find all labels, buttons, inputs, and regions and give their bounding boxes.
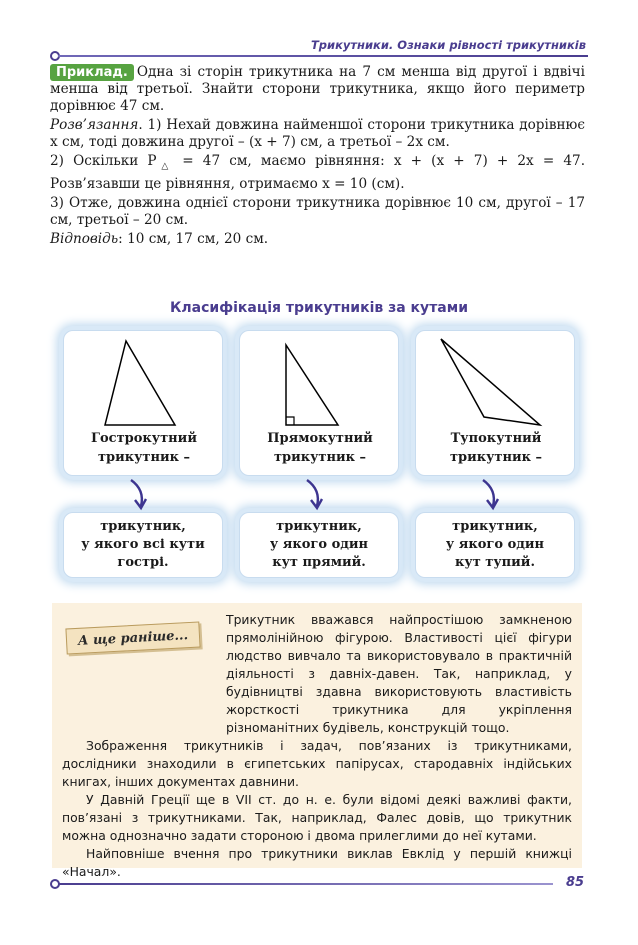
acute-caption-line-2: трикутник – <box>97 450 191 465</box>
acute-definition <box>81 518 205 572</box>
obtuse-def-line-3: кут тупий. <box>454 555 535 570</box>
history-text <box>62 611 572 881</box>
page-header <box>0 36 638 58</box>
solution-step-2 <box>50 153 585 193</box>
history-paragraph-3: У Давній Греції ще в VII ст. до н. е. були відомі деякі важливі факти, пов’язані з трикутниками. Так, наприклад, Фалес довів, що трикутник можна однозначно задати стороною і двома прилеглими до неї кутами. <box>62 792 572 843</box>
example-badge: Приклад. <box>50 64 134 81</box>
obtuse-def-line-1: трикутник, <box>452 519 538 534</box>
right-def-line-1: трикутник, <box>276 519 362 534</box>
obtuse-caption-line-2: трикутник – <box>449 450 543 465</box>
answer-text: : 10 см, 17 см, 20 см. <box>118 230 269 247</box>
obtuse-triangle-card <box>415 330 575 476</box>
right-definition-card <box>239 512 399 578</box>
history-paragraph-4: Найповніше вчення про трикутники виклав Евклід у першій книжці «Начал». <box>62 846 572 879</box>
example-problem <box>50 64 585 115</box>
solution-label: Розв’язання <box>50 117 139 133</box>
obtuse-def-line-2: у якого один <box>445 537 545 552</box>
acute-triangle-card <box>63 330 223 476</box>
history-badge: А ще раніше... <box>65 622 200 655</box>
classification-title: Класифікація трикутників за кутами <box>169 300 469 316</box>
example-problem-text: Одна зі сторін трикутника на 7 см менша від другої і вдвічі менша від третьої. Знайти сторони трикутника, якщо його периметр дорівнює 47 см. <box>50 64 585 114</box>
right-def-line-2: у якого один <box>269 537 369 552</box>
history-paragraph-2: Зображення трикутників і задач, пов’язаних із трикутниками, дослідники знаходили в єгипетських папірусах, стародавніх індійських книгах, інших документах давнини. <box>62 738 572 789</box>
right-caption-line-1: Прямокутний <box>267 431 373 446</box>
right-triangle-card <box>239 330 399 476</box>
header-rule <box>58 55 588 57</box>
acute-definition-card <box>63 512 223 578</box>
arrow-down-icon <box>301 478 331 512</box>
answer <box>50 231 585 248</box>
acute-def-line-1: трикутник, <box>100 519 186 534</box>
right-definition <box>270 518 368 572</box>
perimeter-subscript: △ <box>156 161 174 172</box>
obtuse-caption <box>416 429 576 467</box>
footer-rule <box>58 883 553 885</box>
arrow-down-icon <box>477 478 507 512</box>
obtuse-definition <box>446 518 544 572</box>
page-number: 85 <box>566 875 585 890</box>
chapter-title: Трикутники. Ознаки рівності трикутників <box>310 38 586 52</box>
solution-step-2-end: = 47 см, маємо рівняння: x + (x + 7) + 2x = 47. Розв’язавши це рівняння, отримаємо x = 10 (см). <box>50 153 586 192</box>
answer-label: Відповідь <box>50 230 119 247</box>
solution-step-2-start: 2) Оскільки P <box>50 153 157 169</box>
obtuse-caption-line-1: Тупокутний <box>450 431 542 446</box>
obtuse-definition-card <box>415 512 575 578</box>
acute-def-line-2: у якого всі кути <box>81 537 205 552</box>
solution-step-3: 3) Отже, довжина однієї сторони трикутника дорівнює 10 см, другої – 17 см, третьої – 20 см. <box>50 194 585 228</box>
acute-caption-line-1: Гострокутний <box>91 431 197 446</box>
acute-caption <box>64 429 224 467</box>
right-def-line-3: кут прямий. <box>272 555 366 570</box>
acute-def-line-3: гострі. <box>117 555 169 570</box>
example-block <box>50 64 585 250</box>
arrow-down-icon <box>125 478 155 512</box>
solution-step-1-text: . 1) Нехай довжина найменшої сторони трикутника дорівнює x см, тоді довжина другої – (x + 7) см, а третьої – 2x см. <box>50 117 585 150</box>
right-caption <box>240 429 400 467</box>
history-paragraph-1: Трикутник вважався найпростішою замкненою прямолінійною фігурою. Властивості цієї фігури людство вивчало та використовувало в практичній діяльності з давніх-давен. Так, наприклад, у будівництві здавна використовують властивість жорсткості трикутника для укріплення різноманітних будівель, конструкцій тощо. <box>226 612 572 735</box>
right-caption-line-2: трикутник – <box>273 450 367 465</box>
solution-step-1 <box>50 117 585 151</box>
